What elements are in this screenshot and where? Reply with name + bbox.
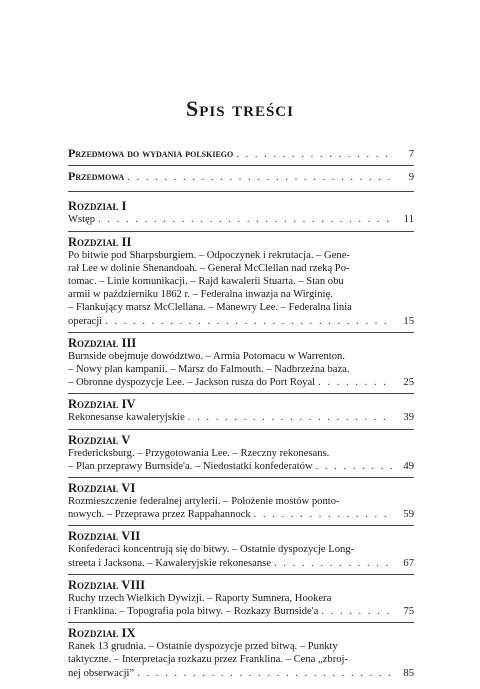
chapter-summary-line: rał Lee w dolinie Shenandoah. – Generał McClellan nad rzeką Po- [68, 262, 350, 274]
table-of-contents [68, 147, 414, 680]
divider [68, 574, 414, 575]
page-title: Spis treści [186, 96, 294, 121]
toc-page-number: 85 [403, 667, 414, 679]
toc-page-number: 67 [403, 557, 414, 569]
toc-page-number: 59 [403, 509, 414, 521]
toc-chapter-6 [68, 482, 414, 521]
leader-dots [127, 171, 393, 184]
chapter-summary-text: nowych. – Przeprawa przez Rappahannock [68, 509, 251, 521]
toc-chapter-8 [68, 579, 414, 618]
toc-entry-preface-polish [68, 147, 414, 161]
chapter-summary-line [68, 508, 414, 521]
toc-page-number: 11 [403, 214, 414, 226]
toc-chapter-2 [68, 236, 414, 328]
chapter-summary-text: nej obserwacji” [68, 667, 135, 679]
chapter-summary-line: armii w październiku 1862 r. – Federalna inwazja na Wirginię. [68, 289, 333, 301]
chapter-summary-line: Burnside obejmuje dowództwo. – Armia Potomacu w Warrenton. [68, 350, 345, 362]
leader-dots [236, 148, 393, 161]
toc-chapter-9 [68, 627, 414, 680]
chapter-summary-line: – Nowy plan kampanii. – Marsz do Falmouth. – Nadbrzeżna baza. [68, 364, 350, 376]
chapter-summary-text: operacji [68, 315, 103, 327]
toc-page-number: 9 [408, 172, 414, 184]
chapter-summary-line [68, 605, 414, 618]
toc-chapter-7 [68, 530, 414, 569]
toc-page-number: 75 [403, 606, 414, 618]
chapter-summary-text: i Franklina. – Topografia pola bitwy. – Rozkazy Burnside'a [68, 606, 319, 618]
chapter-summary-line [68, 460, 414, 473]
chapter-summary-text: Rekonesanse kawaleryjskie [68, 412, 185, 424]
chapter-title: Rozdział III [68, 335, 137, 350]
divider [68, 165, 414, 166]
toc-page-number: 49 [403, 460, 414, 472]
chapter-summary-line: taktyczne. – Interpretacja rozkazu przez Franklina. – Cena „zbroj- [68, 654, 348, 666]
toc-chapter-1 [68, 200, 414, 226]
chapter-summary-line [68, 315, 414, 328]
toc-page-number: 39 [403, 412, 414, 424]
chapter-summary-line: Po bitwie pod Sharpsburgiem. – Odpoczynek i rekrutacja. – Gene- [68, 249, 350, 261]
chapter-title: Rozdział II [68, 234, 132, 249]
chapter-summary-text: – Plan przeprawy Burnside'a. – Niedostatki konfederatów [68, 460, 313, 472]
chapter-title: Rozdział IV [68, 397, 136, 412]
toc-page-number: 15 [403, 315, 414, 327]
divider [68, 525, 414, 526]
chapter-title: Rozdział I [68, 199, 127, 214]
chapter-summary-line: Konfederaci koncentrują się do bitwy. – Ostatnie dyspozycje Long- [68, 544, 355, 556]
chapter-summary-line: Ranek 13 grudnia. – Ostatnie dyspozycje przed bitwą. – Punkty [68, 641, 338, 653]
leader-dots [321, 605, 393, 618]
chapter-title: Rozdział VI [68, 481, 136, 496]
leader-dots [137, 667, 393, 680]
leader-dots [105, 315, 393, 328]
toc-page-number: 7 [408, 149, 414, 160]
leader-dots [318, 376, 393, 389]
chapter-summary-line [68, 213, 414, 226]
toc-chapter-3 [68, 337, 414, 390]
leader-dots [274, 557, 393, 570]
chapter-summary-line: tomac. – Linie komunikacji. – Rajd kawalerii Stuarta. – Stan obu [68, 276, 344, 288]
chapter-summary-line [68, 667, 414, 680]
chapter-summary-text: Wstęp [68, 214, 96, 226]
toc-entry-label: Przedmowa do wydania polskiego [68, 146, 234, 160]
divider [68, 622, 414, 623]
chapter-title: Rozdział IX [68, 626, 136, 641]
leader-dots [188, 411, 393, 424]
divider [68, 332, 414, 333]
toc-entry-label: Przedmowa [68, 169, 125, 184]
chapter-summary-line: Rozmieszczenie federalnej artylerii. – Położenie mostów ponto- [68, 496, 340, 508]
toc-page-number: 25 [403, 377, 414, 389]
chapter-summary-line: – Flankujący marsz McClellana. – Manewry Lee. – Federalna linia [68, 302, 352, 314]
leader-dots [254, 508, 393, 521]
leader-dots [98, 213, 393, 226]
chapter-summary-text: streeta i Jacksona. – Kawaleryjskie rekonesanse [68, 557, 271, 569]
toc-chapter-4 [68, 398, 414, 424]
divider [68, 477, 414, 478]
divider [68, 393, 414, 394]
toc-chapter-5 [68, 434, 414, 473]
chapter-title: Rozdział VIII [68, 577, 146, 592]
toc-entry-preface [68, 170, 414, 184]
chapter-summary-line [68, 411, 414, 424]
chapter-summary-line: Ruchy trzech Wielkich Dywizji. – Raporty Sumnera, Hookera [68, 592, 332, 604]
chapter-summary-text: – Obronne dyspozycje Lee. – Jackson rusza do Port Royal [68, 377, 316, 389]
divider [68, 191, 414, 192]
chapter-summary-line [68, 376, 414, 389]
chapter-summary-line: Fredericksburg. – Przygotowania Lee. – Rzeczny rekonesans. [68, 447, 330, 459]
divider [68, 231, 414, 232]
chapter-title: Rozdział VII [68, 529, 141, 544]
chapter-title: Rozdział V [68, 432, 131, 447]
leader-dots [316, 460, 393, 473]
chapter-summary-line [68, 557, 414, 570]
divider [68, 429, 414, 430]
